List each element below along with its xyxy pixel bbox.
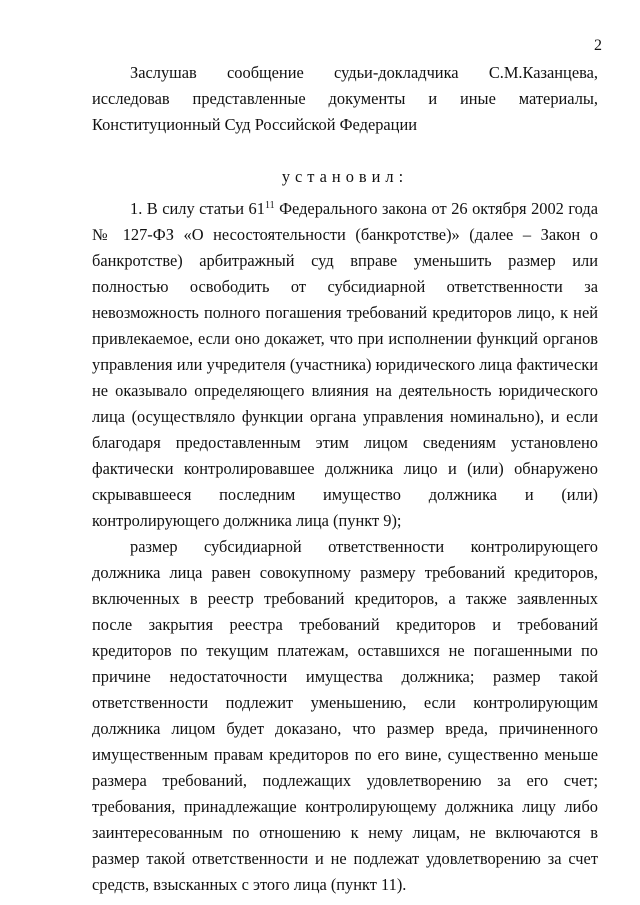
paragraph-1-rest: Федерального закона от 26 октября 2002 года № 127-ФЗ «О несостоятельности (банкротстве)» (далее – Закон о банкротстве) арбитражный суд вправе уменьшить размер или полностью освободить от субсидиарной ответственности за невозможность полного погашения требований кредиторов лицо, к ней привлекаемое, если оно докажет, что при исполнении функций органов управления или учредителя (участника) юридического лица фактически не оказывало определяющего влияния на деятельность юридического лица (осуществляло функции органа управления номинально), и если благодаря предоставленным этим лицом сведениям установлено фактически контролировавшее должника лицо и (или) обнаружено скрывавшееся последним имущество должника и (или) контролирующего должника лица (пункт 9);: [92, 199, 599, 530]
section-heading: установил:: [281, 167, 409, 186]
intro-paragraph: Заслушав сообщение судьи-докладчика С.М.Казанцева, исследовав представленные документы и иные материалы, Конституционный Суд Российской Федерации: [92, 63, 598, 134]
document-body: [92, 60, 598, 898]
paragraph-1: [92, 196, 598, 534]
page-number: 2: [594, 37, 602, 54]
paragraph-1-start: 1. В силу статьи 61: [130, 199, 265, 218]
article-superscript: 11: [264, 200, 275, 211]
paragraph-2: размер субсидиарной ответственности контролирующего должника лица равен совокупному размеру требований кредиторов, включенных в реестр требований кредиторов, а также заявленных после закрытия реестра требований кредиторов и требований кредиторов по текущим платежам, оставшихся не погашенными по причине недостаточности имущества должника; размер такой ответственности подлежит уменьшению, если контролирующим должника лицом будет доказано, что размер вреда, причиненного имущественным правам кредиторов по его вине, существенно меньше размера требований, подлежащих удовлетворению за его счет; требования, принадлежащие контролирующему должника лицу либо заинтересованным по отношению к нему лицам, не включаются в размер такой ответственности и не подлежат удовлетворению за счет средств, взысканных с этого лица (пункт 11).: [92, 537, 598, 894]
